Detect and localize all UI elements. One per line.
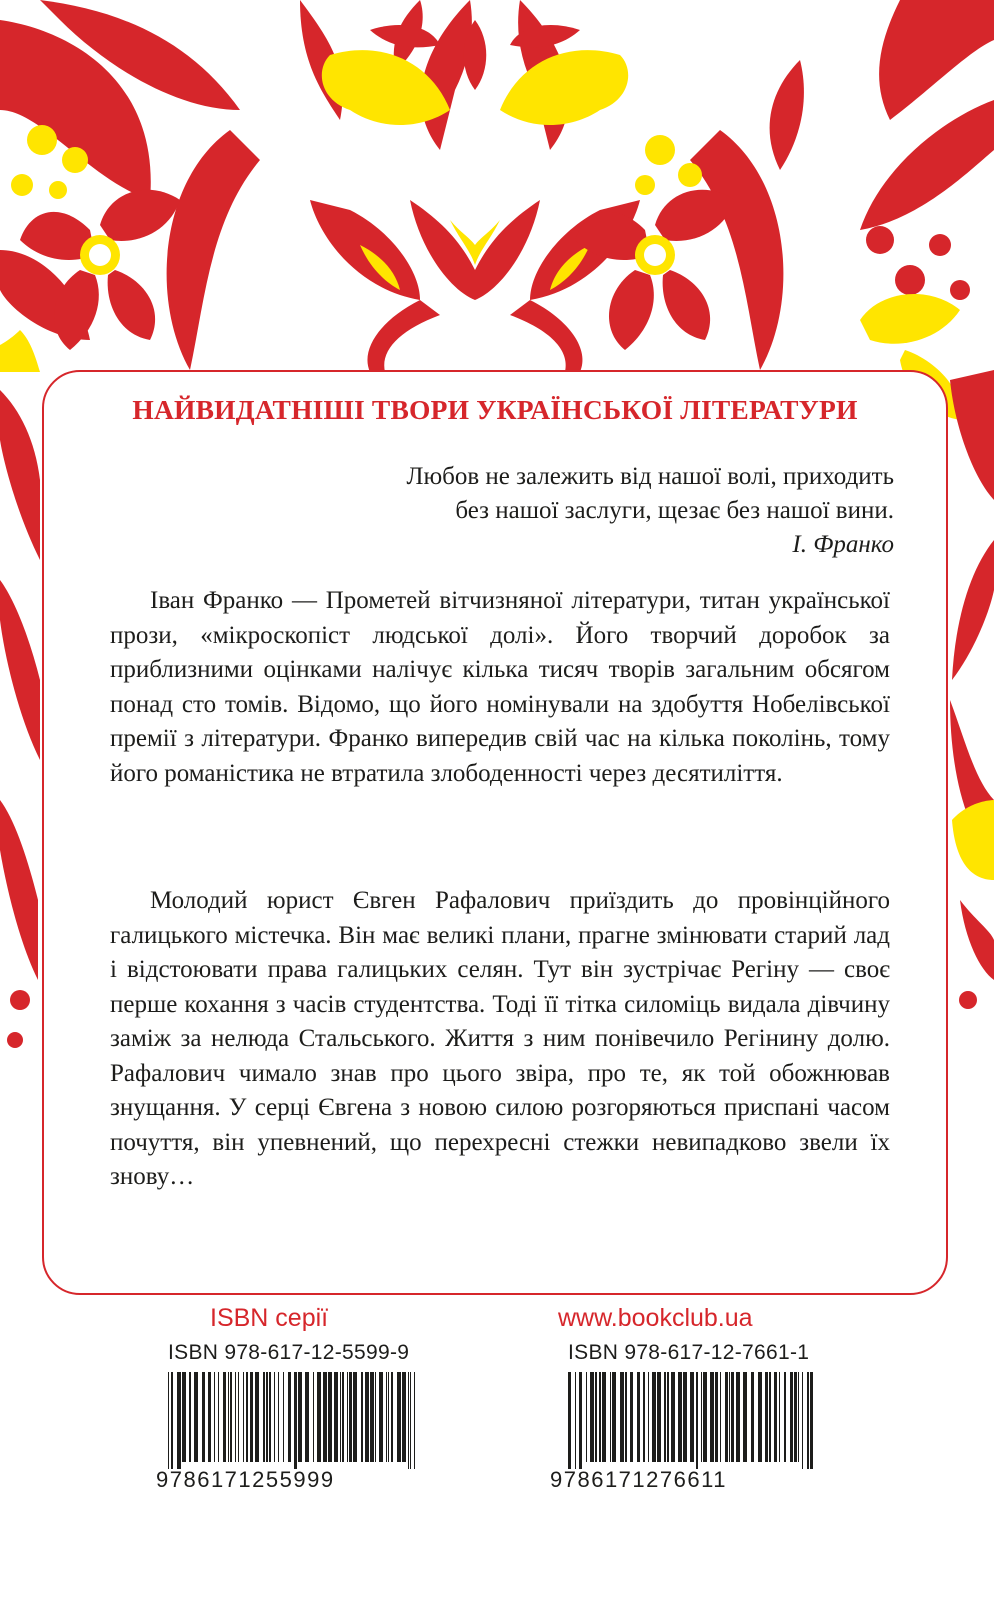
barcode-bar: [765, 1372, 768, 1462]
barcode-bar: [731, 1372, 734, 1462]
barcode-bar: [323, 1372, 327, 1462]
barcode-bar: [238, 1372, 239, 1462]
barcode-bar: [720, 1372, 721, 1462]
barcode-bar: [283, 1372, 284, 1462]
barcode-bar: [349, 1372, 352, 1462]
website-link[interactable]: www.bookclub.ua: [558, 1304, 753, 1332]
barcode-bar: [391, 1372, 393, 1462]
barcode-bar: [743, 1372, 747, 1462]
barcode-bar: [361, 1372, 363, 1462]
barcode-bar: [568, 1372, 571, 1469]
barcode-bar: [667, 1372, 669, 1462]
barcode-bar: [701, 1372, 702, 1462]
book-barcode-digits: 9786171276611: [550, 1467, 727, 1492]
barcode-bar: [208, 1372, 211, 1462]
barcode-bar: [620, 1372, 624, 1462]
barcode-bar: [790, 1372, 793, 1462]
barcode-bar: [575, 1372, 576, 1469]
paragraph-plot-summary: Молодий юрист Євген Рафалович приїздить до провінційного галицького містечка. Він має великі плани, прагне змінювати старий лад і відстоювати права галицьких селян. Тут він зустрічає Регіну — своє перше кохання з часів студентства. Тоді її тітка силоміць видала дівчину заміж за нелюда Стальського. Життя з ним понівечило Регінину долю. Рафалович чимало знав про цього звіра, про те, як той обожнював знущання. У серці Євгена з новою силою розгоряються приспані часом почуття, він упевнений, що перехресні стежки невипадково звели їх знову…: [110, 887, 890, 1190]
barcode-bar: [758, 1372, 762, 1462]
description-panel: [42, 370, 948, 1295]
series-barcode: [160, 1372, 425, 1469]
barcode-bar: [340, 1372, 341, 1462]
barcode-bar: [202, 1372, 205, 1462]
barcode-bar: [648, 1372, 649, 1462]
barcode-bar: [671, 1372, 675, 1462]
barcode-bar: [590, 1372, 594, 1462]
epigraph-author: І. Франко: [792, 531, 894, 558]
barcode-bar: [168, 1372, 169, 1469]
barcode-bar: [246, 1372, 248, 1462]
barcode-bar: [228, 1372, 229, 1462]
barcode-bar: [230, 1372, 232, 1462]
barcode-bar: [189, 1372, 191, 1462]
epigraph: [407, 460, 895, 562]
barcode-bar: [414, 1372, 415, 1469]
barcode-bar: [288, 1372, 291, 1462]
barcode-bar: [652, 1372, 656, 1462]
barcode-bar: [347, 1372, 348, 1462]
book-barcode: [560, 1372, 825, 1469]
barcode-bar: [769, 1372, 771, 1462]
barcode-bar: [388, 1372, 389, 1462]
barcode-bar: [802, 1372, 803, 1469]
barcode-bar: [729, 1372, 730, 1462]
barcode-bar: [194, 1372, 198, 1462]
barcode-bar: [334, 1372, 338, 1462]
barcode-bar: [250, 1372, 253, 1462]
barcode-bar: [630, 1372, 633, 1462]
barcode-bar: [779, 1372, 780, 1462]
series-title: НАЙВИДАТНІШІ ТВОРИ УКРАЇНСЬКОЇ ЛІТЕРАТУРИ: [132, 394, 858, 425]
barcode-bar: [736, 1372, 740, 1462]
barcode-bar: [294, 1372, 297, 1469]
barcode-bar: [612, 1372, 616, 1462]
barcode-bar: [235, 1372, 236, 1462]
barcode-bar: [586, 1372, 587, 1462]
barcode-bar: [171, 1372, 173, 1469]
barcode-bar: [317, 1372, 321, 1462]
barcode-bar: [774, 1372, 777, 1462]
barcode-bar: [255, 1372, 259, 1462]
barcode-bar: [263, 1372, 265, 1462]
barcode-bar: [784, 1372, 786, 1462]
barcode-bar: [599, 1372, 601, 1462]
barcode-bar: [214, 1372, 215, 1462]
barcode-bar: [703, 1372, 707, 1462]
barcode-bar: [365, 1372, 369, 1462]
barcode-bar: [643, 1372, 645, 1462]
barcode-bar: [342, 1372, 344, 1462]
barcode-bar: [223, 1372, 226, 1462]
barcode-bar: [794, 1372, 797, 1462]
barcode-bar: [579, 1372, 582, 1469]
series-isbn-number: ISBN 978-617-12-5599-9: [168, 1341, 410, 1364]
epigraph-line-2: без нашої заслуги, щезає без нашої вини.: [455, 497, 894, 524]
barcode-bar: [375, 1372, 376, 1462]
barcode-bar: [177, 1372, 181, 1469]
series-barcode-digits: 9786171255999: [156, 1467, 335, 1492]
barcode-bar: [274, 1372, 275, 1462]
barcode-bar: [402, 1372, 406, 1462]
barcode-bar: [678, 1372, 682, 1462]
book-isbn-number: ISBN 978-617-12-7661-1: [568, 1341, 810, 1364]
barcode-bar: [298, 1372, 302, 1462]
barcode-bar: [690, 1372, 694, 1462]
barcode-bar: [807, 1372, 809, 1469]
barcode-bar: [625, 1372, 627, 1462]
barcode-bar: [266, 1372, 268, 1462]
barcode-bar: [397, 1372, 401, 1462]
barcode-bar: [810, 1372, 813, 1469]
barcode-bar: [386, 1372, 387, 1462]
barcode-bar: [410, 1372, 411, 1469]
barcode-bar: [683, 1372, 687, 1462]
barcode-bar: [278, 1372, 279, 1462]
barcode-bar: [657, 1372, 661, 1462]
barcode-bar: [725, 1372, 728, 1462]
barcode-bar: [370, 1372, 374, 1462]
barcode-bar: [353, 1372, 357, 1462]
barcode-bar: [715, 1372, 718, 1462]
barcode-bar: [305, 1372, 309, 1462]
epigraph-line-1: Любов не залежить від нашої волі, приходить: [406, 463, 894, 490]
barcode-bar: [798, 1372, 799, 1462]
paragraph-about-author: Іван Франко — Прометей вітчизняної літератури, титан української прози, «мікроскопіст людської долі». Його творчий доробок за приблизними оцінками налічує кілька тисяч творів загальним обсягом понад сто томів. Відомо, що його номінували на здобуття Нобелівської премії з літератури. Франко випередив свій час на кілька поколінь, тому його романістика не втратила злободенності через десятиліття.: [110, 587, 890, 787]
barcode-bar: [379, 1372, 383, 1462]
barcode-bar: [710, 1372, 714, 1462]
barcode-bar: [751, 1372, 754, 1462]
series-isbn-label: ISBN серії: [210, 1304, 329, 1332]
barcode-bar: [602, 1372, 606, 1462]
barcode-bar: [218, 1372, 219, 1462]
barcode-bar: [313, 1372, 314, 1462]
barcode-bar: [328, 1372, 332, 1462]
barcode-bar: [182, 1372, 186, 1462]
barcode-bar: [610, 1372, 611, 1462]
barcode-bar: [595, 1372, 597, 1462]
barcode-bar: [408, 1372, 409, 1469]
barcode-bar: [664, 1372, 666, 1462]
barcode-bar: [637, 1372, 640, 1462]
barcode-bar: [696, 1372, 698, 1469]
barcode-bar: [269, 1372, 271, 1462]
barcode-bar: [243, 1372, 244, 1462]
